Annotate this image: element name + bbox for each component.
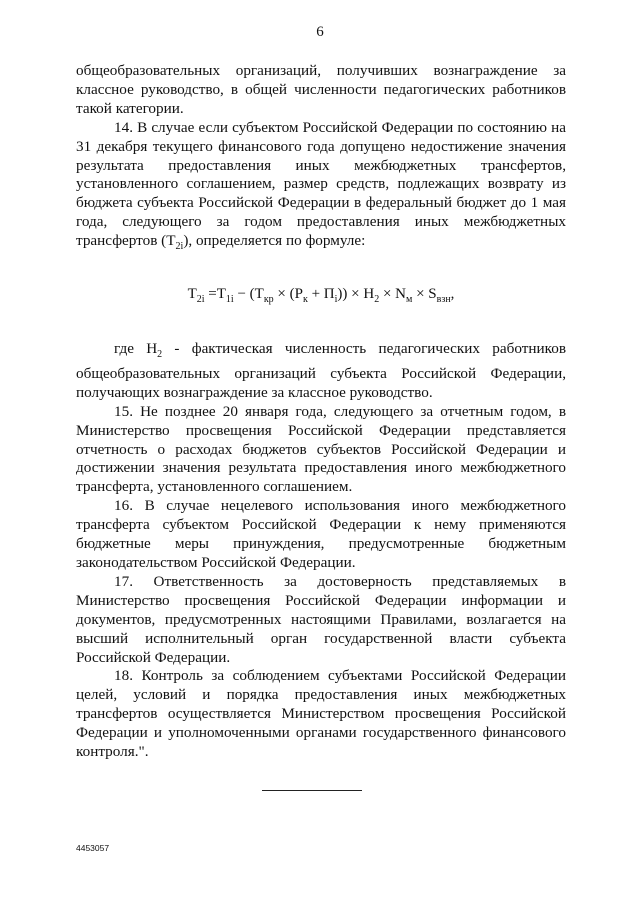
paragraph-14-text: 14. В случае если субъектом Российской Федерации по состоянию на 31 декабря текущего финансового года допущено недостижение значения результата предоставления иных межбюджетных трансфертов, установленного соглашением, размер средств, подлежащих возврату из бюджета субъекта Российской Федерации в федеральный бюджет до 1 мая года, следующего за годом предоставления иных межбюджетных трансфертов (T <box>76 118 566 250</box>
formula-part: =T <box>204 286 226 303</box>
formula-part: )) × H <box>337 286 375 303</box>
formula-sub: взн <box>436 294 451 306</box>
formula-sub: 1i <box>225 294 234 306</box>
document-code: 4453057 <box>76 843 110 853</box>
paragraph-18: 18. Контроль за соблюдением субъектами Российской Федерации целей, условий и порядка предоставления иных межбюджетных трансфертов осуществляется Министерством просвещения Российской Федерации и уполномоченными органами государственного финансового контроля.". <box>76 667 566 761</box>
formula-part: × S <box>412 286 437 303</box>
paragraph-where-sub: 2 <box>157 349 163 361</box>
end-divider <box>262 790 362 791</box>
formula-part: × (P <box>273 286 303 303</box>
formula-sub: i <box>334 294 338 306</box>
formula-sub: к <box>302 294 308 306</box>
formula-part: − (T <box>233 286 264 303</box>
formula-part: T <box>187 286 197 303</box>
paragraph-where-text: где H <box>114 340 158 357</box>
formula-part: × N <box>379 286 406 303</box>
formula-sub: 2 <box>374 294 380 306</box>
paragraph-14-sub: 2i <box>175 241 184 253</box>
formula-part: , <box>450 286 455 303</box>
paragraph-17: 17. Ответственность за достоверность представляемых в Министерство просвещения Российской Федерации информации и документов, предусмотренных настоящими Правилами, возлагается на высший исполнительный орган государственной власти субъекта Российской Федерации. <box>76 572 566 666</box>
document-body <box>76 62 566 762</box>
paragraph-15: 15. Не позднее 20 января года, следующего за отчетным годом, в Министерство просвещения Российской Федерации представляется отчетность о расходах бюджетов субъектов Российской Федерации и достижении значения результата предоставления иного межбюджетного трансферта, установленного соглашением. <box>76 402 566 496</box>
paragraph-16: 16. В случае нецелевого использования иного межбюджетного трансферта субъектом Российской Федерации к нему применяются бюджетные меры принуждения, предусмотренные бюджетным законодательством Российской Федерации. <box>76 497 566 571</box>
formula-part: + П <box>307 286 335 303</box>
page-number: 6 <box>316 24 324 40</box>
formula-sub: м <box>406 294 413 306</box>
paragraph-where-text: - фактическая численность педагогических работников общеобразовательных организаций субъекта Российской Федерации, получающих вознаграждение за классное руководство. <box>76 340 566 401</box>
paragraph-where <box>76 340 566 403</box>
paragraph-14 <box>76 119 566 257</box>
paragraph-continuation: общеобразовательных организаций, получивших вознаграждение за классное руководство, в общей численности педагогических работников такой категории. <box>76 62 566 117</box>
paragraph-14-end: ), определяется по формуле: <box>183 232 366 250</box>
formula <box>76 285 566 310</box>
formula-sub: кр <box>263 294 274 306</box>
formula-sub: 2i <box>196 294 205 306</box>
